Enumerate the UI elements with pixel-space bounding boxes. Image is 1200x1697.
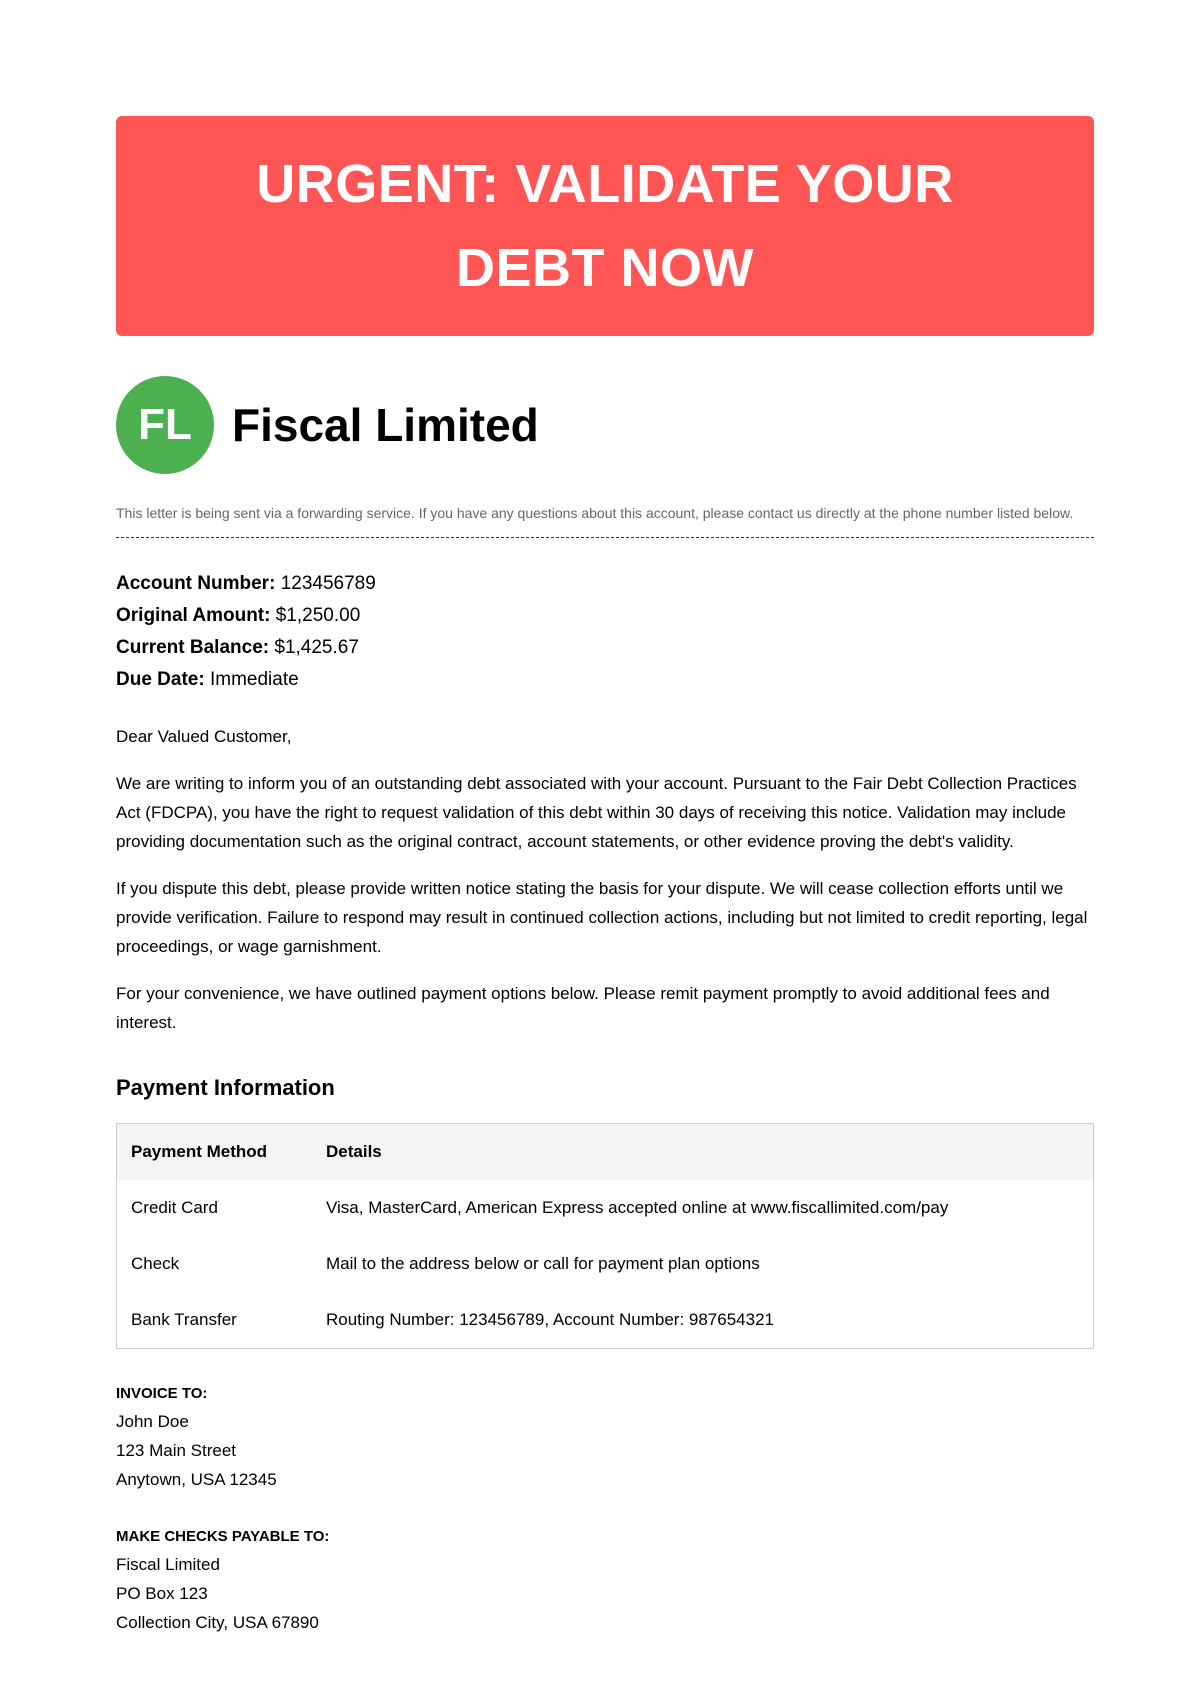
original-amount-row [116,600,1094,632]
payment-method-cell: Check [131,1254,180,1273]
payable-to-block [116,1524,1094,1637]
current-balance-label: Current Balance: [116,637,270,658]
letter-paragraph: For your convenience, we have outlined payment options below. Please remit payment promptly to avoid additional fees and interest. [116,984,1050,1032]
account-number-label: Account Number: [116,573,276,594]
original-amount-label: Original Amount: [116,605,271,626]
payable-to-heading: MAKE CHECKS PAYABLE TO: [116,1528,330,1545]
banner-title: URGENT: VALIDATE YOUR DEBT NOW [256,154,954,298]
due-date-label: Due Date: [116,669,205,690]
dashed-divider [116,537,1094,538]
original-amount-value: $1,250.00 [275,605,361,626]
letter-paragraph: We are writing to inform you of an outstanding debt associated with your account. Pursuant to the Fair Debt Collection Practices Act (FDCPA), you have the right to request validation of this debt within 30 days of receiving this notice. Validation may include providing documentation such as the original contract, account statements, or other evidence proving the debt's validity. [116,774,1077,851]
column-header-details: Details [312,1124,1094,1181]
table-header-row [117,1124,1094,1181]
account-summary [116,568,1094,696]
salutation: Dear Valued Customer, [116,727,292,746]
table-row [117,1236,1094,1292]
invoice-to-line: John Doe [116,1412,189,1431]
payment-details-cell: Mail to the address below or call for payment plan options [326,1254,760,1273]
account-number-value: 123456789 [280,573,376,594]
account-number-row [116,568,1094,600]
company-name: Fiscal Limited [232,399,539,451]
company-logo: FL [116,376,214,474]
current-balance-value: $1,425.67 [274,637,359,658]
forwarding-note: This letter is being sent via a forwarding service. If you have any questions about this account, please contact us directly at the phone number listed below. [116,505,1074,521]
due-date-value: Immediate [209,669,299,690]
payment-table [116,1123,1094,1349]
table-row [117,1180,1094,1236]
payment-method-cell: Bank Transfer [131,1310,237,1329]
payment-section-title: Payment Information [116,1075,335,1100]
current-balance-row [116,632,1094,664]
payment-details-cell: Visa, MasterCard, American Express accepted online at www.fiscallimited.com/pay [326,1198,949,1217]
payment-method-cell: Credit Card [131,1198,218,1217]
payable-to-line: Collection City, USA 67890 [116,1613,319,1632]
payable-to-line: PO Box 123 [116,1584,208,1603]
payment-details-cell: Routing Number: 123456789, Account Number: 987654321 [326,1310,774,1329]
letter-page [116,116,1094,1637]
invoice-to-heading: INVOICE TO: [116,1385,208,1402]
table-row [117,1292,1094,1349]
invoice-to-line: Anytown, USA 12345 [116,1470,277,1489]
payable-to-line: Fiscal Limited [116,1555,220,1574]
column-header-method: Payment Method [117,1124,313,1181]
invoice-to-line: 123 Main Street [116,1441,237,1460]
urgent-banner [116,116,1094,336]
invoice-to-block [116,1381,1094,1494]
company-header [116,376,1094,474]
letter-paragraph: If you dispute this debt, please provide written notice stating the basis for your dispute. We will cease collection efforts until we provide verification. Failure to respond may result in continued collection actions, including but not limited to credit reporting, legal proceedings, or wage garnishment. [116,879,1088,956]
due-date-row [116,664,1094,696]
